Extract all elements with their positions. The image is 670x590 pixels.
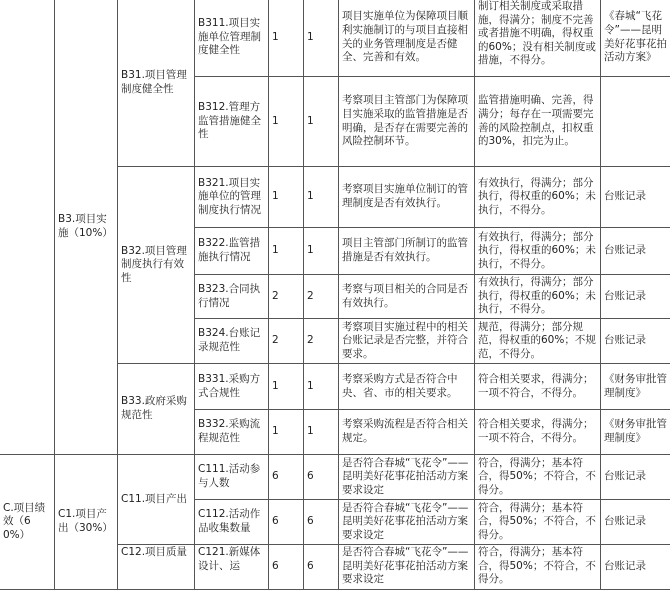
- source-cell: 台账记录: [601, 275, 670, 319]
- indicator-cell: B312.管理方监管措施健全性: [195, 77, 269, 167]
- explanation-cell: 考察与项目相关的合同是否有效执行。: [339, 275, 475, 319]
- source-cell: 台账记录: [601, 455, 670, 500]
- tertiary-indicator-cell: B32.项目管理制度执行有效性: [118, 167, 195, 364]
- indicator-cell: B322.监管措施执行情况: [195, 228, 269, 275]
- source-cell: 台账记录: [601, 500, 670, 545]
- indicator-cell: B324.台账记录规范性: [195, 319, 269, 364]
- weight-cell: 2: [269, 275, 304, 319]
- table-row: [0, 0, 670, 77]
- weight-cell: 6: [269, 500, 304, 545]
- score-cell: 6: [304, 545, 339, 590]
- score-cell: 2: [304, 275, 339, 319]
- explanation-cell: 项目实施单位为保障项目顺利实施制订的与项目直接相关的业务管理制度是否健全、完善和有效。: [339, 0, 475, 77]
- secondary-indicator-cell: C1.项目产出（30%）: [55, 455, 118, 590]
- score-cell: 1: [304, 0, 339, 77]
- primary-indicator-cell: [0, 0, 55, 455]
- standard-cell: 符合，得满分；基本符合，得50%；不符合，不得分。: [475, 545, 601, 590]
- score-cell: 1: [304, 167, 339, 228]
- score-cell: 1: [304, 228, 339, 275]
- weight-cell: 6: [269, 545, 304, 590]
- explanation-cell: 考察采购方式是否符合中央、省、市的相关要求。: [339, 364, 475, 410]
- indicator-cell: C121.新媒体设计、运: [195, 545, 269, 590]
- tertiary-indicator-cell: B31.项目管理制度健全性: [118, 0, 195, 167]
- standard-cell: 符合相关要求，得满分；一项不符合，不得分。: [475, 364, 601, 410]
- standard-cell: 符合相关要求，得满分；一项不符合，不得分。: [475, 410, 601, 455]
- weight-cell: 1: [269, 0, 304, 77]
- explanation-cell: 考察项目主管部门为保障项目实施采取的监管措施是否明确，是否存在需要完善的风险控制环节。: [339, 77, 475, 167]
- source-cell: [601, 77, 670, 167]
- weight-cell: 1: [269, 364, 304, 410]
- score-cell: 6: [304, 500, 339, 545]
- indicator-cell: B321.项目实施单位的管理制度执行情况: [195, 167, 269, 228]
- standard-cell: 有效执行，得满分；部分执行，得权重的60%；未执行，不得分。: [475, 228, 601, 275]
- source-cell: 台账记录: [601, 167, 670, 228]
- source-cell: 台账记录: [601, 545, 670, 590]
- score-cell: 1: [304, 364, 339, 410]
- explanation-cell: 是否符合春城“飞花令”——昆明美好花事花拍活动方案要求设定: [339, 500, 475, 545]
- indicator-cell: B332.采购流程规范性: [195, 410, 269, 455]
- source-cell: 《财务审批管理制度》: [601, 364, 670, 410]
- tertiary-indicator-cell: B33.政府采购规范性: [118, 364, 195, 455]
- source-cell: 《春城“飞花令”——昆明美好花事花拍活动方案》: [601, 0, 670, 77]
- table-row: [0, 455, 670, 500]
- primary-indicator-cell: C.项目绩效（60%）: [0, 455, 55, 590]
- score-cell: 2: [304, 319, 339, 364]
- tertiary-indicator-cell: C12.项目质量: [118, 545, 195, 590]
- score-cell: 1: [304, 410, 339, 455]
- standard-cell: 制订相关制度或采取措施，得满分；制度不完善或者措施不明确，得权重的60%；没有相关制度或措施，不得分。: [475, 0, 601, 77]
- indicator-cell: C111.活动参与人数: [195, 455, 269, 500]
- indicator-cell: B323.合同执行情况: [195, 275, 269, 319]
- explanation-cell: 考察项目实施过程中的相关台账记录是否完整，并符合要求。: [339, 319, 475, 364]
- standard-cell: 有效执行，得满分；部分执行，得权重的60%；未执行，不得分。: [475, 275, 601, 319]
- tertiary-indicator-cell: C11.项目产出: [118, 455, 195, 545]
- explanation-cell: 是否符合春城“飞花令”——昆明美好花事花拍活动方案要求设定: [339, 545, 475, 590]
- source-cell: 台账记录: [601, 228, 670, 275]
- explanation-cell: 考察项目实施单位制订的管理制度是否有效执行。: [339, 167, 475, 228]
- weight-cell: 1: [269, 228, 304, 275]
- weight-cell: 2: [269, 319, 304, 364]
- standard-cell: 符合，得满分；基本符合，得50%；不符合，不得分。: [475, 500, 601, 545]
- weight-cell: 6: [269, 455, 304, 500]
- explanation-cell: 考察采购流程是否符合相关规定。: [339, 410, 475, 455]
- standard-cell: 符合，得满分；基本符合，得50%；不符合，不得分。: [475, 455, 601, 500]
- source-cell: 《财务审批管理制度》: [601, 410, 670, 455]
- standard-cell: 有效执行，得满分；部分执行，得权重的60%；未执行，不得分。: [475, 167, 601, 228]
- weight-cell: 1: [269, 167, 304, 228]
- weight-cell: 1: [269, 410, 304, 455]
- score-cell: 1: [304, 77, 339, 167]
- score-cell: 6: [304, 455, 339, 500]
- standard-cell: 规范，得满分；部分规范，得权重的60%；不规范，不得分。: [475, 319, 601, 364]
- secondary-indicator-cell: B3.项目实施（10%）: [55, 0, 118, 455]
- weight-cell: 1: [269, 77, 304, 167]
- explanation-cell: 项目主管部门所制订的监管措施是否有效执行。: [339, 228, 475, 275]
- indicator-cell: C112.活动作品收集数量: [195, 500, 269, 545]
- indicator-cell: B311.项目实施单位管理制度健全性: [195, 0, 269, 77]
- source-cell: 台账记录: [601, 319, 670, 364]
- explanation-cell: 是否符合春城“飞花令”——昆明美好花事花拍活动方案要求设定: [339, 455, 475, 500]
- indicator-cell: B331.采购方式合规性: [195, 364, 269, 410]
- standard-cell: 监管措施明确、完善，得满分；每存在一项需要完善的风险控制点，扣权重的30%，扣完为止。: [475, 77, 601, 167]
